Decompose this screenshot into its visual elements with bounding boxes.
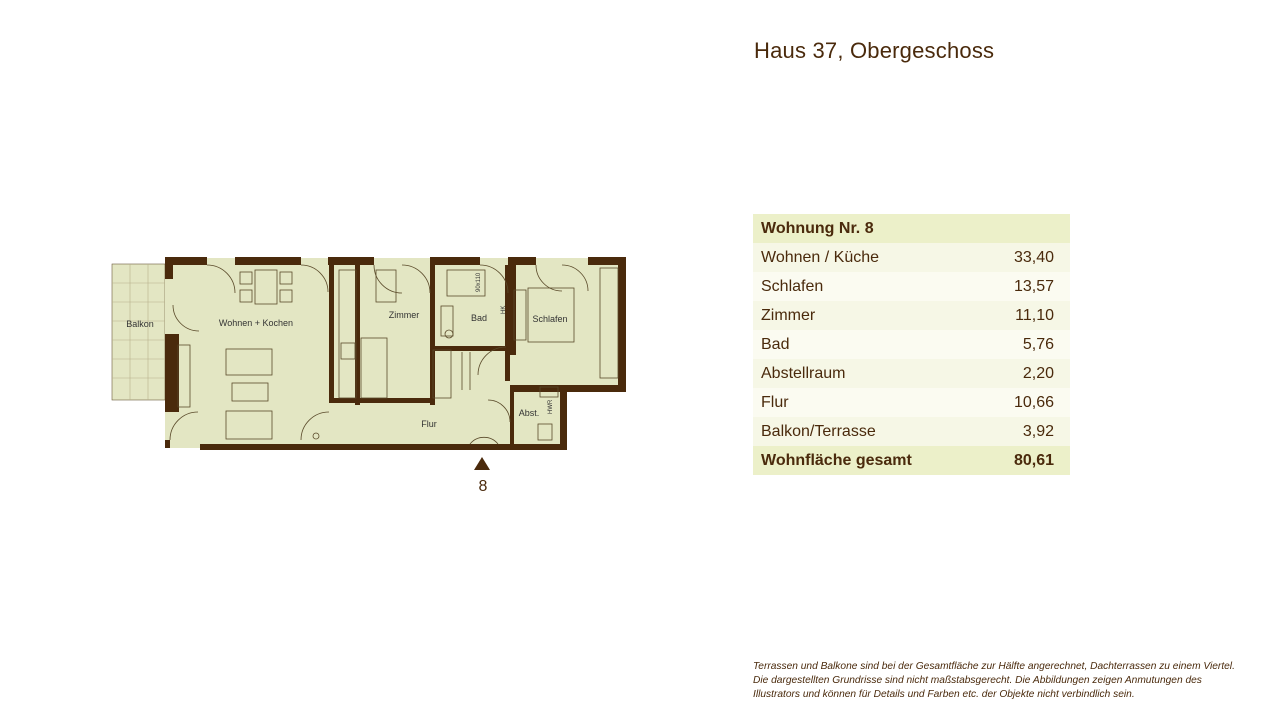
- footnote-line: Illustrators und können für Details und Farben etc. der Objekte nicht verbindlich sein.: [753, 689, 1135, 700]
- area-value: 13,57: [982, 272, 1070, 301]
- area-value: 10,66: [982, 388, 1070, 417]
- area-table: [753, 214, 1070, 475]
- balcony-area: [112, 264, 165, 400]
- area-label: Zimmer: [753, 301, 982, 330]
- room-label-zimmer: Zimmer: [388, 310, 420, 320]
- area-label: Wohnen / Küche: [753, 243, 982, 272]
- table-row: [753, 359, 1070, 388]
- table-row: [753, 301, 1070, 330]
- label-hk: HK: [501, 305, 507, 314]
- room-label-balkon: Balkon: [126, 319, 154, 329]
- page-title: Haus 37, Obergeschoss: [754, 38, 995, 63]
- area-label: Bad: [753, 330, 982, 359]
- table-row: [753, 243, 1070, 272]
- footnote: [753, 660, 1273, 702]
- area-value: 33,40: [982, 243, 1070, 272]
- room-label-flur: Flur: [421, 419, 437, 429]
- room-label-schlafen: Schlafen: [532, 314, 568, 324]
- area-total-row: [753, 446, 1070, 475]
- area-table-heading: Wohnung Nr. 8: [753, 214, 1070, 243]
- label-hwr: HWR: [548, 399, 554, 414]
- area-value: 2,20: [982, 359, 1070, 388]
- area-label: Balkon/Terrasse: [753, 417, 982, 446]
- label-shower-size: 90x110: [476, 272, 482, 292]
- area-label: Schlafen: [753, 272, 982, 301]
- table-row: [753, 417, 1070, 446]
- floor-plan-drawing: [100, 240, 640, 510]
- area-value: 3,92: [982, 417, 1070, 446]
- room-label-bad: Bad: [470, 313, 488, 323]
- table-row: [753, 388, 1070, 417]
- area-value: 11,10: [982, 301, 1070, 330]
- entrance-number: 8: [478, 478, 488, 495]
- table-row: [753, 330, 1070, 359]
- entrance-arrow-icon: [474, 457, 490, 470]
- area-table-heading-row: [753, 214, 1070, 243]
- room-label-abst: Abst.: [518, 408, 540, 418]
- footnote-line: Terrassen und Balkone sind bei der Gesamtfläche zur Hälfte angerechnet, Dachterrassen zu einem Viertel.: [753, 661, 1235, 672]
- area-value: 5,76: [982, 330, 1070, 359]
- footnote-line: Die dargestellten Grundrisse sind nicht maßstabsgerecht. Die Abbildungen zeigen Anmutungen des: [753, 675, 1202, 686]
- area-total-label: Wohnfläche gesamt: [753, 446, 982, 475]
- area-label: Flur: [753, 388, 982, 417]
- table-row: [753, 272, 1070, 301]
- area-label: Abstellraum: [753, 359, 982, 388]
- room-label-wohnen: Wohnen + Kochen: [218, 318, 294, 328]
- area-total-value: 80,61: [982, 446, 1070, 475]
- floor-plan: [100, 240, 640, 510]
